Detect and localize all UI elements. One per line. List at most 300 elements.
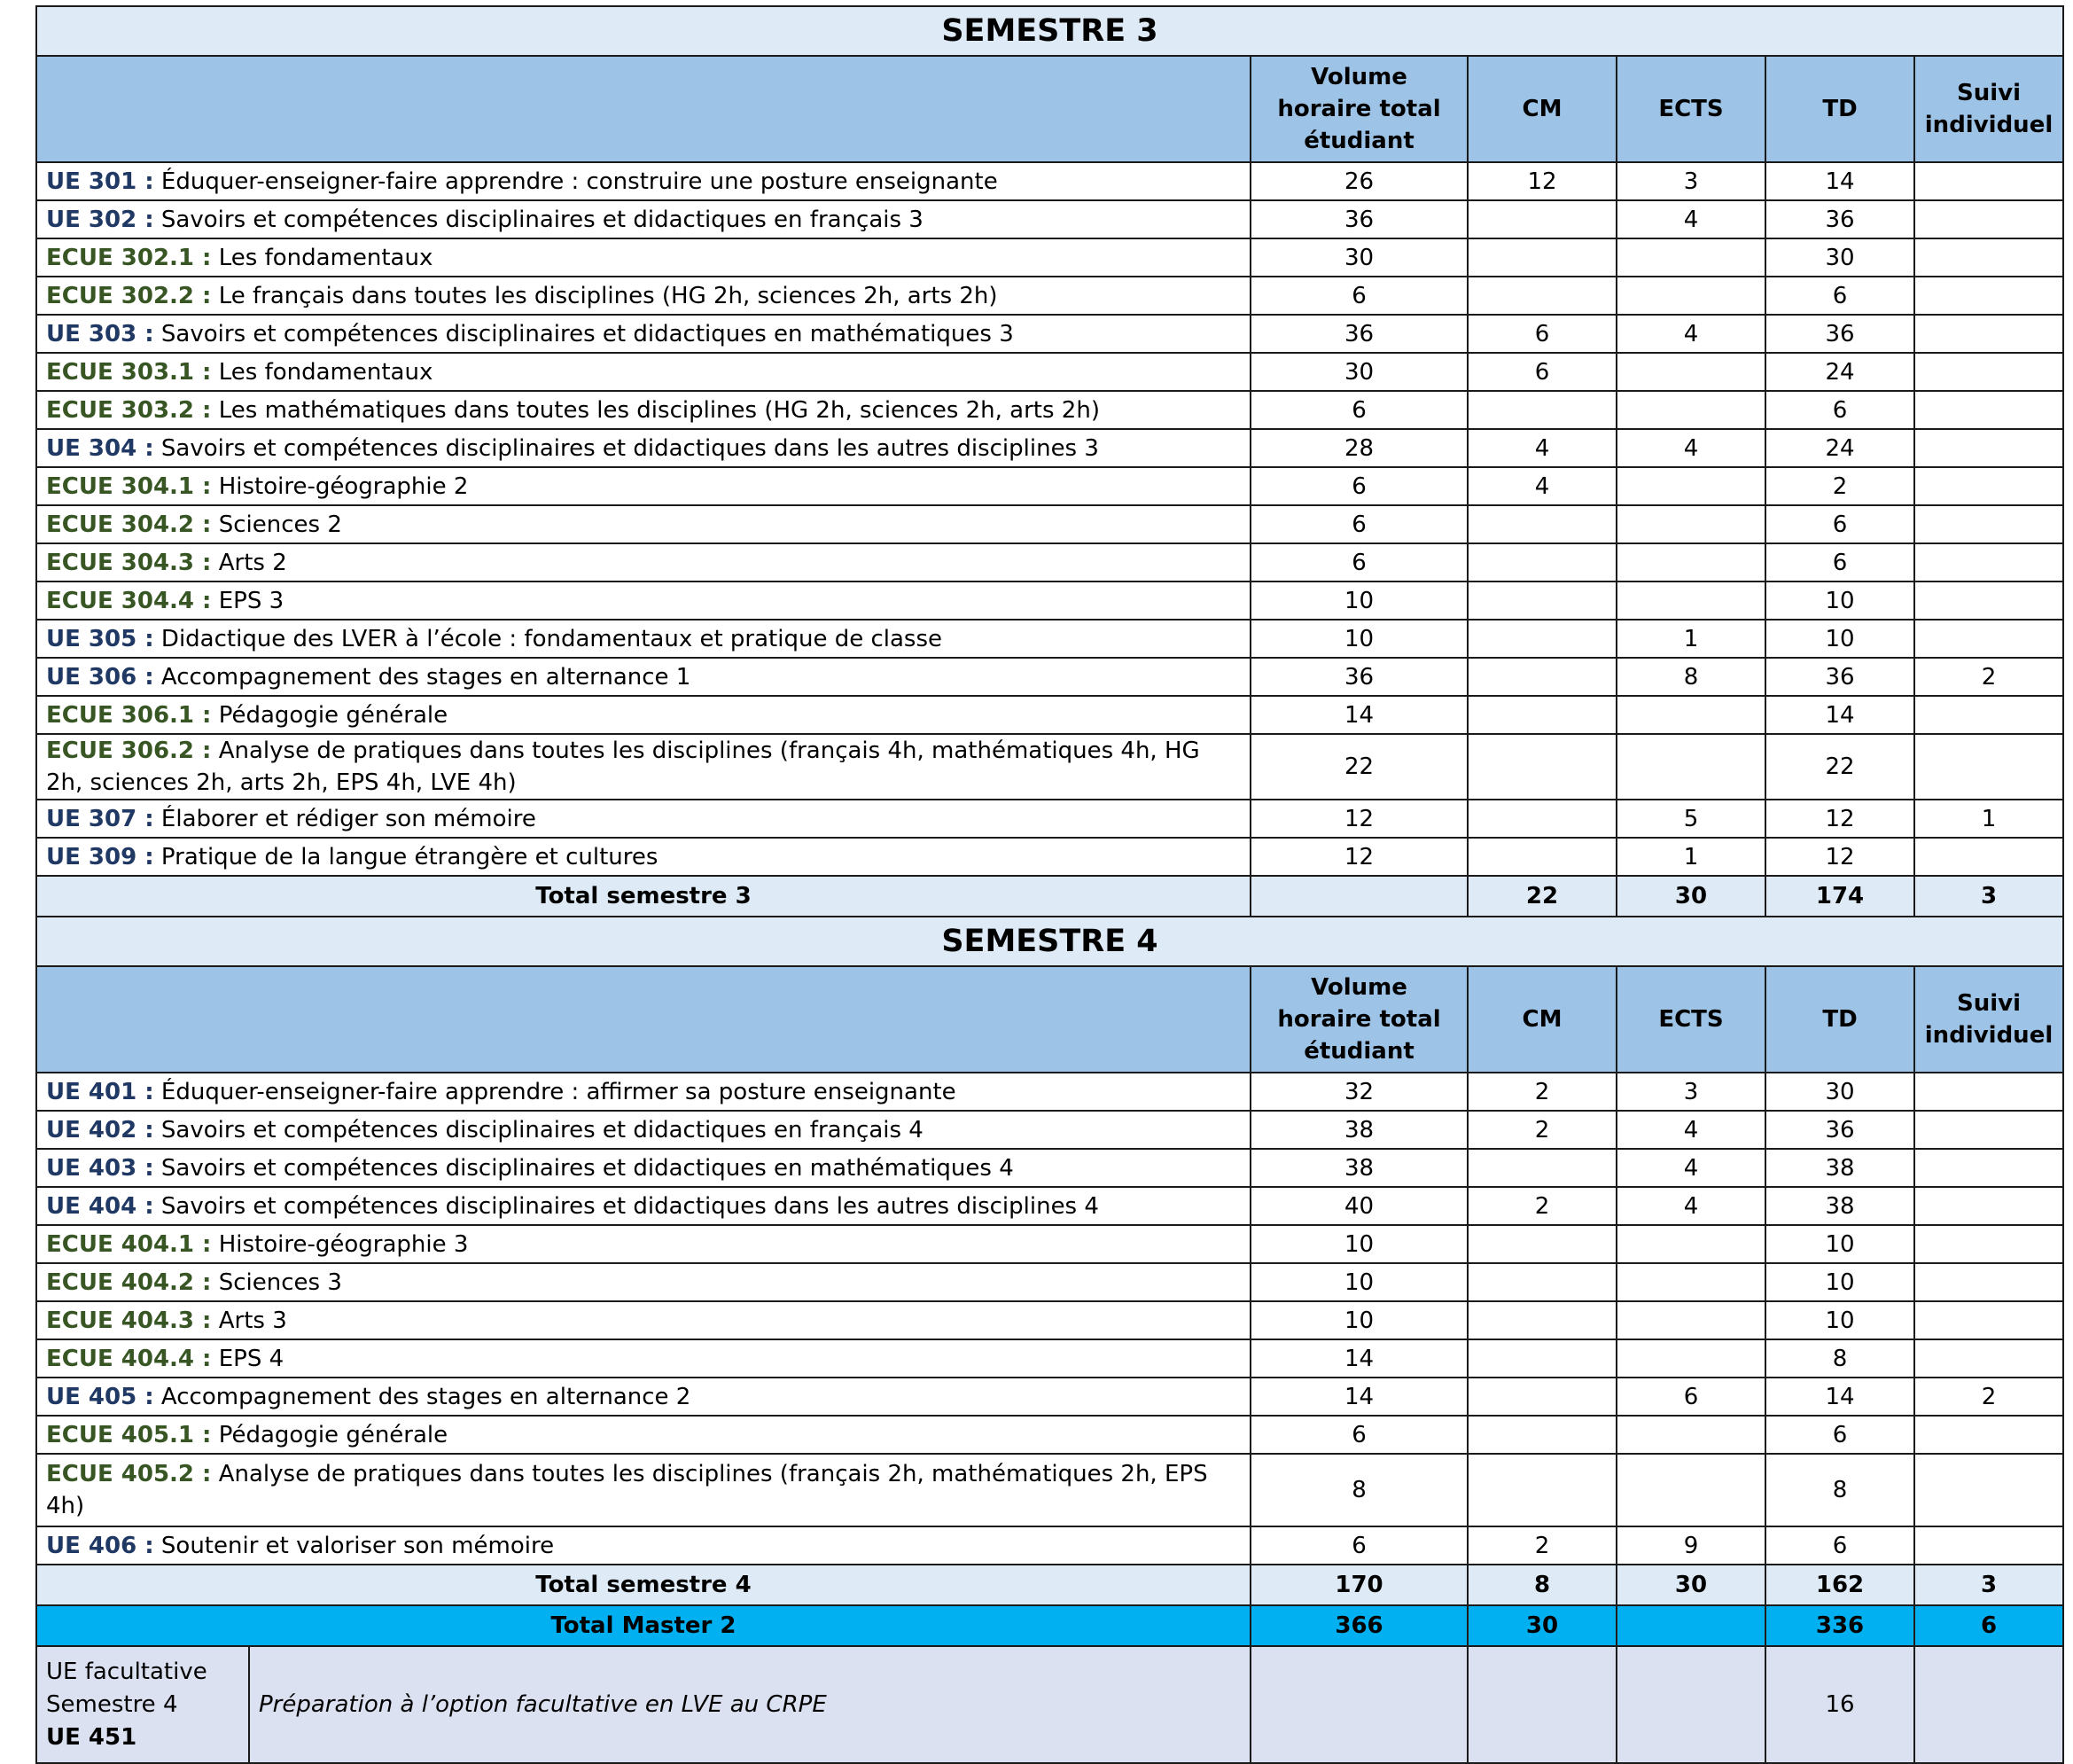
total-td: 174 bbox=[1765, 876, 1914, 917]
td-cell: 22 bbox=[1765, 734, 1914, 800]
course-title: Les mathématiques dans toutes les disciplines (HG 2h, sciences 2h, arts 2h) bbox=[218, 396, 1100, 424]
total-volume bbox=[1251, 876, 1468, 917]
td-cell: 38 bbox=[1765, 1149, 1914, 1187]
td-cell: 10 bbox=[1765, 1263, 1914, 1301]
optional-ue-description: Préparation à l’option facultative en LVE au CRPE bbox=[249, 1646, 1251, 1763]
td-cell: 10 bbox=[1765, 581, 1914, 620]
suivi-cell bbox=[1914, 1187, 2063, 1225]
cm-cell: 2 bbox=[1468, 1073, 1617, 1111]
ects-cell: 6 bbox=[1617, 1378, 1765, 1416]
volume-cell: 38 bbox=[1251, 1111, 1468, 1149]
ects-cell bbox=[1617, 238, 1765, 277]
td-cell: 38 bbox=[1765, 1187, 1914, 1225]
suivi-cell bbox=[1914, 1225, 2063, 1263]
suivi-cell bbox=[1914, 505, 2063, 543]
ects-cell: 3 bbox=[1617, 162, 1765, 200]
suivi-cell bbox=[1914, 1416, 2063, 1454]
column-header-td: TD bbox=[1765, 966, 1914, 1073]
ects-cell: 4 bbox=[1617, 1149, 1765, 1187]
header-blank bbox=[36, 56, 1251, 162]
optional-line-2: Semestre 4 bbox=[46, 1690, 178, 1718]
table-row bbox=[36, 800, 2063, 838]
course-title: Les fondamentaux bbox=[218, 358, 433, 386]
ects-cell: 4 bbox=[1617, 200, 1765, 238]
total-suivi: 6 bbox=[1914, 1605, 2063, 1646]
td-cell: 6 bbox=[1765, 1526, 1914, 1565]
ects-cell: 9 bbox=[1617, 1526, 1765, 1565]
volume-cell: 22 bbox=[1251, 734, 1468, 800]
suivi-cell bbox=[1914, 696, 2063, 734]
table-row bbox=[36, 1301, 2063, 1339]
volume-cell: 32 bbox=[1251, 1073, 1468, 1111]
ects-cell: 4 bbox=[1617, 429, 1765, 467]
optional-ue-label bbox=[36, 1646, 249, 1763]
course-label-cell bbox=[36, 391, 1251, 429]
table-row bbox=[36, 620, 2063, 658]
suivi-cell bbox=[1914, 543, 2063, 581]
volume-cell: 38 bbox=[1251, 1149, 1468, 1187]
cm-cell bbox=[1468, 1378, 1617, 1416]
course-label-cell bbox=[36, 1073, 1251, 1111]
course-label-cell bbox=[36, 467, 1251, 505]
suivi-cell bbox=[1914, 1263, 2063, 1301]
suivi-cell bbox=[1914, 277, 2063, 315]
cm-cell bbox=[1468, 238, 1617, 277]
column-header-cm: CM bbox=[1468, 966, 1617, 1073]
semester-4-total-row bbox=[36, 1565, 2063, 1605]
table-row bbox=[36, 315, 2063, 353]
curriculum-table bbox=[35, 5, 2064, 1764]
ects-cell bbox=[1617, 467, 1765, 505]
td-cell: 8 bbox=[1765, 1454, 1914, 1526]
suivi-cell: 2 bbox=[1914, 658, 2063, 696]
course-label-cell bbox=[36, 1225, 1251, 1263]
total-volume: 170 bbox=[1251, 1565, 1468, 1605]
semester-title: SEMESTRE 4 bbox=[36, 917, 2063, 966]
td-cell: 24 bbox=[1765, 353, 1914, 391]
table-row bbox=[36, 1263, 2063, 1301]
course-code: ECUE 302.2 : bbox=[46, 282, 212, 309]
ects-cell: 4 bbox=[1617, 1111, 1765, 1149]
suivi-cell bbox=[1914, 162, 2063, 200]
table-row bbox=[36, 467, 2063, 505]
table-row bbox=[36, 353, 2063, 391]
column-header-suivi: Suivi individuel bbox=[1914, 966, 2063, 1073]
volume-cell: 10 bbox=[1251, 1263, 1468, 1301]
course-title: Éduquer-enseigner-faire apprendre : affirmer sa posture enseignante bbox=[160, 1078, 956, 1105]
ects-cell bbox=[1617, 277, 1765, 315]
suivi-cell bbox=[1914, 1339, 2063, 1378]
suivi-cell bbox=[1914, 734, 2063, 800]
cm-cell: 6 bbox=[1468, 315, 1617, 353]
td-cell: 36 bbox=[1765, 200, 1914, 238]
course-label-cell bbox=[36, 238, 1251, 277]
semester-title-row bbox=[36, 917, 2063, 966]
course-code: UE 304 : bbox=[46, 434, 154, 462]
course-label-cell bbox=[36, 1339, 1251, 1378]
course-code: ECUE 306.1 : bbox=[46, 701, 212, 729]
course-code: ECUE 304.3 : bbox=[46, 549, 212, 576]
td-cell: 36 bbox=[1765, 658, 1914, 696]
ects-cell bbox=[1617, 1454, 1765, 1526]
volume-cell: 26 bbox=[1251, 162, 1468, 200]
table-row bbox=[36, 429, 2063, 467]
column-header-ects: ECTS bbox=[1617, 56, 1765, 162]
course-code: ECUE 405.2 : bbox=[46, 1461, 212, 1487]
total-td: 162 bbox=[1765, 1565, 1914, 1605]
total-ects bbox=[1617, 1605, 1765, 1646]
td-cell: 6 bbox=[1765, 1416, 1914, 1454]
cm-cell bbox=[1468, 200, 1617, 238]
course-label-cell bbox=[36, 581, 1251, 620]
volume-cell: 6 bbox=[1251, 391, 1468, 429]
table-row bbox=[36, 838, 2063, 876]
course-code: UE 301 : bbox=[46, 168, 154, 195]
course-label-cell bbox=[36, 505, 1251, 543]
td-cell: 2 bbox=[1765, 467, 1914, 505]
course-label-cell bbox=[36, 277, 1251, 315]
volume-cell: 10 bbox=[1251, 620, 1468, 658]
cm-cell bbox=[1468, 1149, 1617, 1187]
course-title: Didactique des LVER à l’école : fondamentaux et pratique de classe bbox=[160, 625, 943, 652]
optional-cm bbox=[1468, 1646, 1617, 1763]
volume-cell: 8 bbox=[1251, 1454, 1468, 1526]
course-code: ECUE 304.4 : bbox=[46, 587, 212, 614]
ects-cell bbox=[1617, 1416, 1765, 1454]
column-header-suivi: Suivi individuel bbox=[1914, 56, 2063, 162]
cm-cell: 4 bbox=[1468, 467, 1617, 505]
optional-ue-code: UE 451 bbox=[46, 1723, 137, 1751]
cm-cell: 2 bbox=[1468, 1526, 1617, 1565]
ects-cell bbox=[1617, 1263, 1765, 1301]
td-cell: 24 bbox=[1765, 429, 1914, 467]
table-body bbox=[36, 6, 2063, 1763]
cm-cell bbox=[1468, 838, 1617, 876]
suivi-cell bbox=[1914, 1111, 2063, 1149]
cm-cell bbox=[1468, 1454, 1617, 1526]
course-code: UE 403 : bbox=[46, 1154, 154, 1182]
volume-cell: 36 bbox=[1251, 658, 1468, 696]
volume-cell: 6 bbox=[1251, 1416, 1468, 1454]
total-volume: 366 bbox=[1251, 1605, 1468, 1646]
course-label-cell bbox=[36, 620, 1251, 658]
total-cm: 8 bbox=[1468, 1565, 1617, 1605]
volume-cell: 36 bbox=[1251, 200, 1468, 238]
course-title: Savoirs et compétences disciplinaires et didactiques en français 3 bbox=[160, 206, 923, 233]
ects-cell bbox=[1617, 543, 1765, 581]
course-code: UE 402 : bbox=[46, 1116, 154, 1143]
volume-cell: 10 bbox=[1251, 1301, 1468, 1339]
cm-cell bbox=[1468, 1339, 1617, 1378]
course-label-cell bbox=[36, 353, 1251, 391]
course-code: ECUE 404.4 : bbox=[46, 1345, 212, 1372]
ects-cell: 4 bbox=[1617, 315, 1765, 353]
cm-cell bbox=[1468, 1225, 1617, 1263]
course-code: ECUE 404.1 : bbox=[46, 1230, 212, 1258]
cm-cell bbox=[1468, 800, 1617, 838]
suivi-cell bbox=[1914, 581, 2063, 620]
total-cm: 22 bbox=[1468, 876, 1617, 917]
course-title: Analyse de pratiques dans toutes les disciplines (français 4h, mathématiques 4h, HG 2h, sciences 2h, arts 2h, EPS 4h, LVE 4h) bbox=[46, 738, 1200, 796]
course-code: ECUE 304.1 : bbox=[46, 472, 212, 500]
course-code: ECUE 404.2 : bbox=[46, 1268, 212, 1296]
td-cell: 12 bbox=[1765, 800, 1914, 838]
course-code: UE 309 : bbox=[46, 843, 154, 870]
td-cell: 14 bbox=[1765, 696, 1914, 734]
course-label-cell bbox=[36, 1301, 1251, 1339]
td-cell: 14 bbox=[1765, 1378, 1914, 1416]
volume-cell: 12 bbox=[1251, 838, 1468, 876]
ects-cell bbox=[1617, 353, 1765, 391]
course-title: Savoirs et compétences disciplinaires et didactiques dans les autres disciplines 4 bbox=[160, 1192, 1099, 1220]
course-label-cell bbox=[36, 162, 1251, 200]
td-cell: 36 bbox=[1765, 1111, 1914, 1149]
table-row bbox=[36, 1225, 2063, 1263]
course-title: Savoirs et compétences disciplinaires et didactiques en français 4 bbox=[160, 1116, 923, 1143]
course-label-cell bbox=[36, 658, 1251, 696]
suivi-cell bbox=[1914, 353, 2063, 391]
table-row bbox=[36, 1454, 2063, 1526]
suivi-cell bbox=[1914, 1301, 2063, 1339]
ects-cell bbox=[1617, 1225, 1765, 1263]
course-title: Pédagogie générale bbox=[218, 1421, 448, 1448]
semester-title: SEMESTRE 3 bbox=[36, 6, 2063, 56]
cm-cell bbox=[1468, 277, 1617, 315]
course-title: Arts 3 bbox=[218, 1307, 287, 1334]
course-label-cell bbox=[36, 1149, 1251, 1187]
course-title: Analyse de pratiques dans toutes les disciplines (français 2h, mathématiques 2h, EPS 4h) bbox=[46, 1461, 1208, 1519]
optional-td: 16 bbox=[1765, 1646, 1914, 1763]
ects-cell: 3 bbox=[1617, 1073, 1765, 1111]
master-total-row bbox=[36, 1605, 2063, 1646]
volume-cell: 10 bbox=[1251, 1225, 1468, 1263]
course-title: Éduquer-enseigner-faire apprendre : construire une posture enseignante bbox=[160, 168, 998, 195]
td-cell: 10 bbox=[1765, 1225, 1914, 1263]
course-label-cell bbox=[36, 696, 1251, 734]
table-row bbox=[36, 391, 2063, 429]
volume-cell: 6 bbox=[1251, 543, 1468, 581]
optional-volume bbox=[1251, 1646, 1468, 1763]
column-header-row bbox=[36, 56, 2063, 162]
ects-cell bbox=[1617, 505, 1765, 543]
total-suivi: 3 bbox=[1914, 1565, 2063, 1605]
table-row bbox=[36, 505, 2063, 543]
course-code: ECUE 306.2 : bbox=[46, 738, 212, 764]
suivi-cell bbox=[1914, 467, 2063, 505]
optional-ects bbox=[1617, 1646, 1765, 1763]
cm-cell bbox=[1468, 1416, 1617, 1454]
course-code: ECUE 304.2 : bbox=[46, 511, 212, 538]
td-cell: 8 bbox=[1765, 1339, 1914, 1378]
table-row bbox=[36, 200, 2063, 238]
course-code: UE 405 : bbox=[46, 1383, 154, 1410]
header-blank bbox=[36, 966, 1251, 1073]
course-title: Le français dans toutes les disciplines (HG 2h, sciences 2h, arts 2h) bbox=[218, 282, 998, 309]
table-row bbox=[36, 734, 2063, 800]
volume-cell: 14 bbox=[1251, 696, 1468, 734]
course-label-cell bbox=[36, 200, 1251, 238]
cm-cell: 4 bbox=[1468, 429, 1617, 467]
course-title: EPS 3 bbox=[218, 587, 284, 614]
course-title: Sciences 2 bbox=[218, 511, 342, 538]
ects-cell bbox=[1617, 1339, 1765, 1378]
course-title: Soutenir et valoriser son mémoire bbox=[160, 1532, 555, 1559]
table-row bbox=[36, 1073, 2063, 1111]
volume-cell: 14 bbox=[1251, 1339, 1468, 1378]
course-title: Histoire-géographie 2 bbox=[218, 472, 469, 500]
ects-cell: 1 bbox=[1617, 620, 1765, 658]
course-title: Arts 2 bbox=[218, 549, 287, 576]
course-title: Savoirs et compétences disciplinaires et didactiques dans les autres disciplines 3 bbox=[160, 434, 1099, 462]
cm-cell: 6 bbox=[1468, 353, 1617, 391]
column-header-volume: Volume horaire total étudiant bbox=[1251, 966, 1468, 1073]
table-row bbox=[36, 1378, 2063, 1416]
cm-cell: 2 bbox=[1468, 1187, 1617, 1225]
volume-cell: 30 bbox=[1251, 353, 1468, 391]
course-label-cell bbox=[36, 1263, 1251, 1301]
course-code: ECUE 302.1 : bbox=[46, 244, 212, 271]
suivi-cell bbox=[1914, 200, 2063, 238]
cm-cell: 2 bbox=[1468, 1111, 1617, 1149]
cm-cell bbox=[1468, 505, 1617, 543]
course-title: Sciences 3 bbox=[218, 1268, 342, 1296]
course-label-cell bbox=[36, 429, 1251, 467]
course-label-cell bbox=[36, 1526, 1251, 1565]
course-title: Les fondamentaux bbox=[218, 244, 433, 271]
cm-cell bbox=[1468, 1263, 1617, 1301]
cm-cell bbox=[1468, 696, 1617, 734]
cm-cell bbox=[1468, 658, 1617, 696]
course-code: UE 303 : bbox=[46, 320, 154, 347]
course-label-cell bbox=[36, 315, 1251, 353]
td-cell: 36 bbox=[1765, 315, 1914, 353]
volume-cell: 40 bbox=[1251, 1187, 1468, 1225]
optional-line-1: UE facultative bbox=[46, 1658, 207, 1685]
cm-cell bbox=[1468, 620, 1617, 658]
suivi-cell bbox=[1914, 391, 2063, 429]
total-suivi: 3 bbox=[1914, 876, 2063, 917]
table-row bbox=[36, 277, 2063, 315]
ects-cell bbox=[1617, 1301, 1765, 1339]
course-title: Accompagnement des stages en alternance 1 bbox=[160, 663, 691, 691]
ects-cell bbox=[1617, 734, 1765, 800]
table-row bbox=[36, 1526, 2063, 1565]
volume-cell: 10 bbox=[1251, 581, 1468, 620]
course-title: Accompagnement des stages en alternance 2 bbox=[160, 1383, 691, 1410]
total-ects: 30 bbox=[1617, 876, 1765, 917]
course-label-cell bbox=[36, 734, 1251, 800]
course-code: ECUE 303.1 : bbox=[46, 358, 212, 386]
volume-cell: 6 bbox=[1251, 505, 1468, 543]
optional-suivi bbox=[1914, 1646, 2063, 1763]
total-td: 336 bbox=[1765, 1605, 1914, 1646]
course-code: ECUE 405.1 : bbox=[46, 1421, 212, 1448]
suivi-cell: 2 bbox=[1914, 1378, 2063, 1416]
suivi-cell bbox=[1914, 238, 2063, 277]
course-label-cell bbox=[36, 1378, 1251, 1416]
td-cell: 10 bbox=[1765, 1301, 1914, 1339]
td-cell: 12 bbox=[1765, 838, 1914, 876]
course-title: Pratique de la langue étrangère et cultures bbox=[160, 843, 659, 870]
suivi-cell bbox=[1914, 1073, 2063, 1111]
course-label-cell bbox=[36, 1454, 1251, 1526]
volume-cell: 6 bbox=[1251, 277, 1468, 315]
suivi-cell bbox=[1914, 620, 2063, 658]
suivi-cell bbox=[1914, 838, 2063, 876]
volume-cell: 6 bbox=[1251, 1526, 1468, 1565]
course-code: UE 307 : bbox=[46, 805, 154, 832]
course-code: ECUE 303.2 : bbox=[46, 396, 212, 424]
ects-cell: 8 bbox=[1617, 658, 1765, 696]
volume-cell: 36 bbox=[1251, 315, 1468, 353]
course-title: Histoire-géographie 3 bbox=[218, 1230, 469, 1258]
course-code: ECUE 404.3 : bbox=[46, 1307, 212, 1334]
suivi-cell: 1 bbox=[1914, 800, 2063, 838]
column-header-volume: Volume horaire total étudiant bbox=[1251, 56, 1468, 162]
suivi-cell bbox=[1914, 1526, 2063, 1565]
ects-cell bbox=[1617, 581, 1765, 620]
cm-cell: 12 bbox=[1468, 162, 1617, 200]
ects-cell bbox=[1617, 391, 1765, 429]
suivi-cell bbox=[1914, 1454, 2063, 1526]
table-row bbox=[36, 162, 2063, 200]
table-row bbox=[36, 238, 2063, 277]
cm-cell bbox=[1468, 543, 1617, 581]
td-cell: 6 bbox=[1765, 505, 1914, 543]
course-label-cell bbox=[36, 800, 1251, 838]
course-title: Savoirs et compétences disciplinaires et didactiques en mathématiques 4 bbox=[160, 1154, 1014, 1182]
td-cell: 14 bbox=[1765, 162, 1914, 200]
column-header-cm: CM bbox=[1468, 56, 1617, 162]
td-cell: 10 bbox=[1765, 620, 1914, 658]
course-code: UE 302 : bbox=[46, 206, 154, 233]
td-cell: 6 bbox=[1765, 277, 1914, 315]
total-label: Total Master 2 bbox=[36, 1605, 1251, 1646]
course-label-cell bbox=[36, 1111, 1251, 1149]
table-row bbox=[36, 1111, 2063, 1149]
table-row bbox=[36, 581, 2063, 620]
course-code: UE 404 : bbox=[46, 1192, 154, 1220]
total-label: Total semestre 4 bbox=[36, 1565, 1251, 1605]
course-title: Pédagogie générale bbox=[218, 701, 448, 729]
td-cell: 6 bbox=[1765, 391, 1914, 429]
semester-title-row bbox=[36, 6, 2063, 56]
total-cm: 30 bbox=[1468, 1605, 1617, 1646]
column-header-row bbox=[36, 966, 2063, 1073]
volume-cell: 28 bbox=[1251, 429, 1468, 467]
td-cell: 6 bbox=[1765, 543, 1914, 581]
ects-cell: 5 bbox=[1617, 800, 1765, 838]
table-row bbox=[36, 1416, 2063, 1454]
td-cell: 30 bbox=[1765, 238, 1914, 277]
volume-cell: 14 bbox=[1251, 1378, 1468, 1416]
cm-cell bbox=[1468, 391, 1617, 429]
table-row bbox=[36, 1187, 2063, 1225]
course-code: UE 401 : bbox=[46, 1078, 154, 1105]
table-row bbox=[36, 696, 2063, 734]
total-label: Total semestre 3 bbox=[36, 876, 1251, 917]
course-label-cell bbox=[36, 1416, 1251, 1454]
course-title: Élaborer et rédiger son mémoire bbox=[160, 805, 536, 832]
course-title: EPS 4 bbox=[218, 1345, 284, 1372]
cm-cell bbox=[1468, 734, 1617, 800]
cm-cell bbox=[1468, 1301, 1617, 1339]
table-row bbox=[36, 658, 2063, 696]
optional-ue-row bbox=[36, 1646, 2063, 1763]
volume-cell: 30 bbox=[1251, 238, 1468, 277]
td-cell: 30 bbox=[1765, 1073, 1914, 1111]
ects-cell: 1 bbox=[1617, 838, 1765, 876]
